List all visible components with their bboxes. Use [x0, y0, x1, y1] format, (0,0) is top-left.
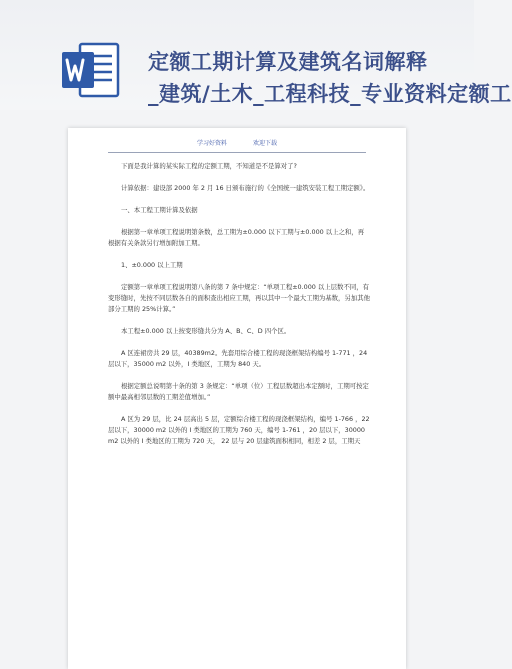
document-title-line-2: _建筑/土木_工程科技_专业资料定额工 [148, 82, 512, 106]
paragraph: 根据第一章单项工程说明第条数，总工期为±0.000 以下工期与±0.000 以上之和，再根据有关条款另行增加附加工期。 [108, 228, 365, 247]
page-header [108, 138, 366, 153]
document-body [108, 161, 370, 458]
paragraph: 计算依据：建设部 2000 年 2 月 16 日颁布施行的《全国统一建筑安装工程工期定额》。 [121, 184, 370, 192]
paragraph: 下面是我计算的某实际工程的定额工期，不知道是不是算对了? [121, 162, 297, 170]
document-page [68, 128, 406, 669]
page-header-left: 学习好资料 [197, 140, 228, 147]
paragraph: 根据定额总说明第十条的第 3 条规定：“单项（位）工程层数超出本定额时，工期可按定额中最高相邻层数的工期差值增加。” [108, 382, 369, 401]
document-title-line-1: 定额工期计算及建筑名词解释 [148, 50, 428, 74]
subsection-heading: 1、±0.000 以上工期 [121, 261, 183, 269]
word-document-icon [58, 38, 122, 102]
paragraph: 本工程±0.000 以上按变形缝共分为 A、B、C、D 四个区。 [121, 327, 291, 335]
section-heading: 一、本工程工期计算及依据 [121, 206, 198, 214]
page-header-right: 欢迎下载 [252, 140, 277, 147]
document-header [0, 0, 512, 110]
paragraph: A 区为 29 层，比 24 层高出 5 层，定额综合楼工程的现浇框架结构，编号 1-766 ，22 层以下，30000 m2 以外的 I 类地区的工期为 760 天，编号 1-761 ，20 层以下，30000 m2 以外的 I 类地区的工期为 720 天， 22 层与 20 层建筑面积相同，相差 2 层，工期天 [108, 415, 370, 445]
paragraph: A 区连裙房共 29 层，40389m2。先套用综合楼工程的现浇框架结构编号 1-771 ，24 层以下，35000 m2 以外，I 类地区，工期为 840 天。 [108, 349, 368, 368]
paragraph: 定额第一章单项工程说明第八条的第 7 条中规定：“单项工程±0.000 以上层数不同，有变形缝时，先按不同层数各自的面积查出相应工期，再以其中一个最大工期为基数，另加其他部分工期的 25%计算。” [108, 283, 371, 313]
